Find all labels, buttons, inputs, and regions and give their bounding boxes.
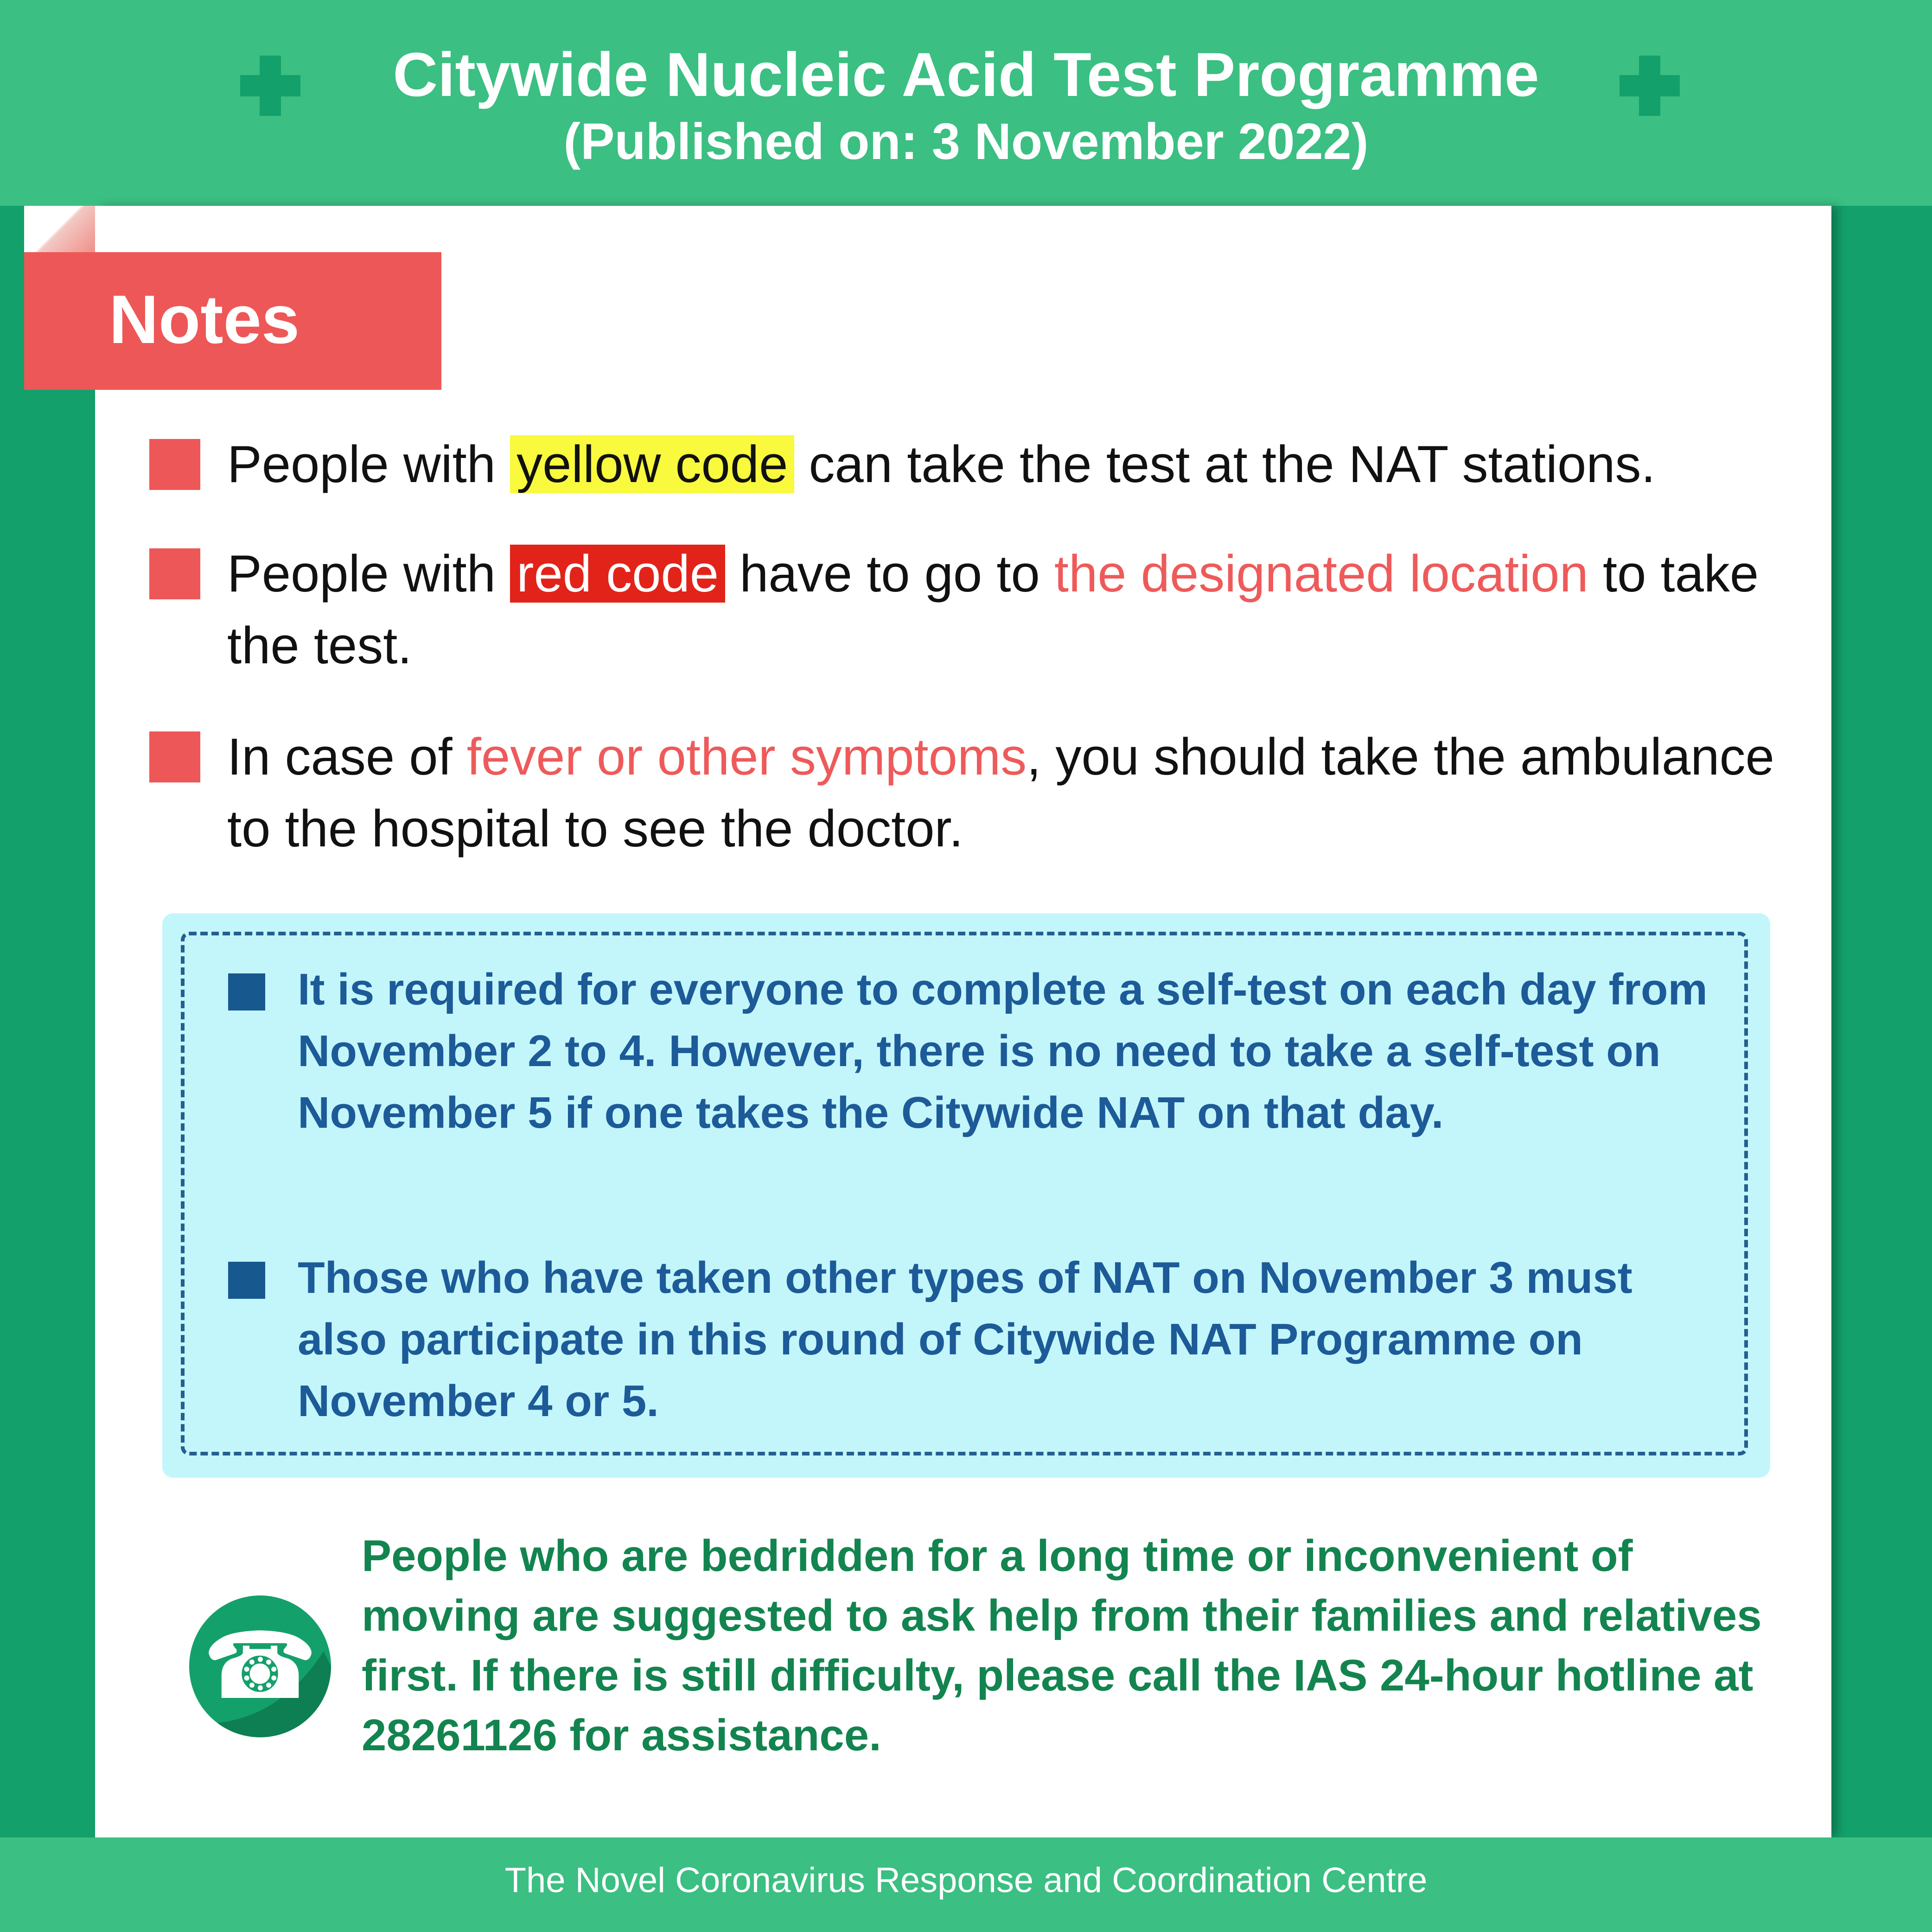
info-bullet-icon <box>228 973 265 1010</box>
symptoms-text: fever or other symptoms <box>466 728 1027 786</box>
note-text: In case of <box>227 728 467 786</box>
note-text: have to go to <box>725 545 1054 603</box>
yellow-code-highlight: yellow code <box>510 435 794 493</box>
note-item <box>227 538 1794 681</box>
note-text: , you should take the ambulance to the hospital to see the doctor. <box>227 728 1774 858</box>
page-title: Citywide Nucleic Acid Test Programme <box>393 40 1539 109</box>
info-item: Those who have taken other types of NAT on November 3 must also participate in this round of Citywide NAT Programme on November 4 or 5. <box>298 1253 1632 1426</box>
published-date: (Published on: 3 November 2022) <box>563 113 1369 170</box>
note-bullet-icon <box>149 439 200 490</box>
designated-location-text: the designated location <box>1054 545 1588 603</box>
note-bullet-icon <box>149 548 200 599</box>
note-text: People with <box>227 435 510 493</box>
notes-heading: Notes <box>109 281 300 358</box>
hotline-notice: People who are bedridden for a long time or inconvenient of moving are suggested to ask help from their families and relatives first. If there is still difficulty, please call the IAS 24-hour hotline at 28261126 for assistance. <box>362 1531 1762 1760</box>
note-bullet-icon <box>149 731 200 782</box>
footer-text: The Novel Coronavirus Response and Coordination Centre <box>504 1861 1428 1900</box>
paper-fold-corner <box>24 206 95 252</box>
note-text: can take the test at the NAT stations. <box>794 435 1656 493</box>
info-bullet-icon <box>228 1262 265 1299</box>
note-text: to take the test. <box>227 545 1759 674</box>
telephone-icon <box>189 1595 331 1737</box>
note-item <box>227 721 1794 864</box>
phone-glyph: ☎ <box>202 1612 318 1720</box>
note-text: People with <box>227 545 510 603</box>
info-item: It is required for everyone to complete a self-test on each day from November 2 to 4. However, there is no need to take a self-test on November 5 if one takes the Citywide NAT on that day. <box>298 965 1708 1138</box>
red-code-highlight: red code <box>510 545 725 603</box>
note-item <box>227 428 1794 500</box>
